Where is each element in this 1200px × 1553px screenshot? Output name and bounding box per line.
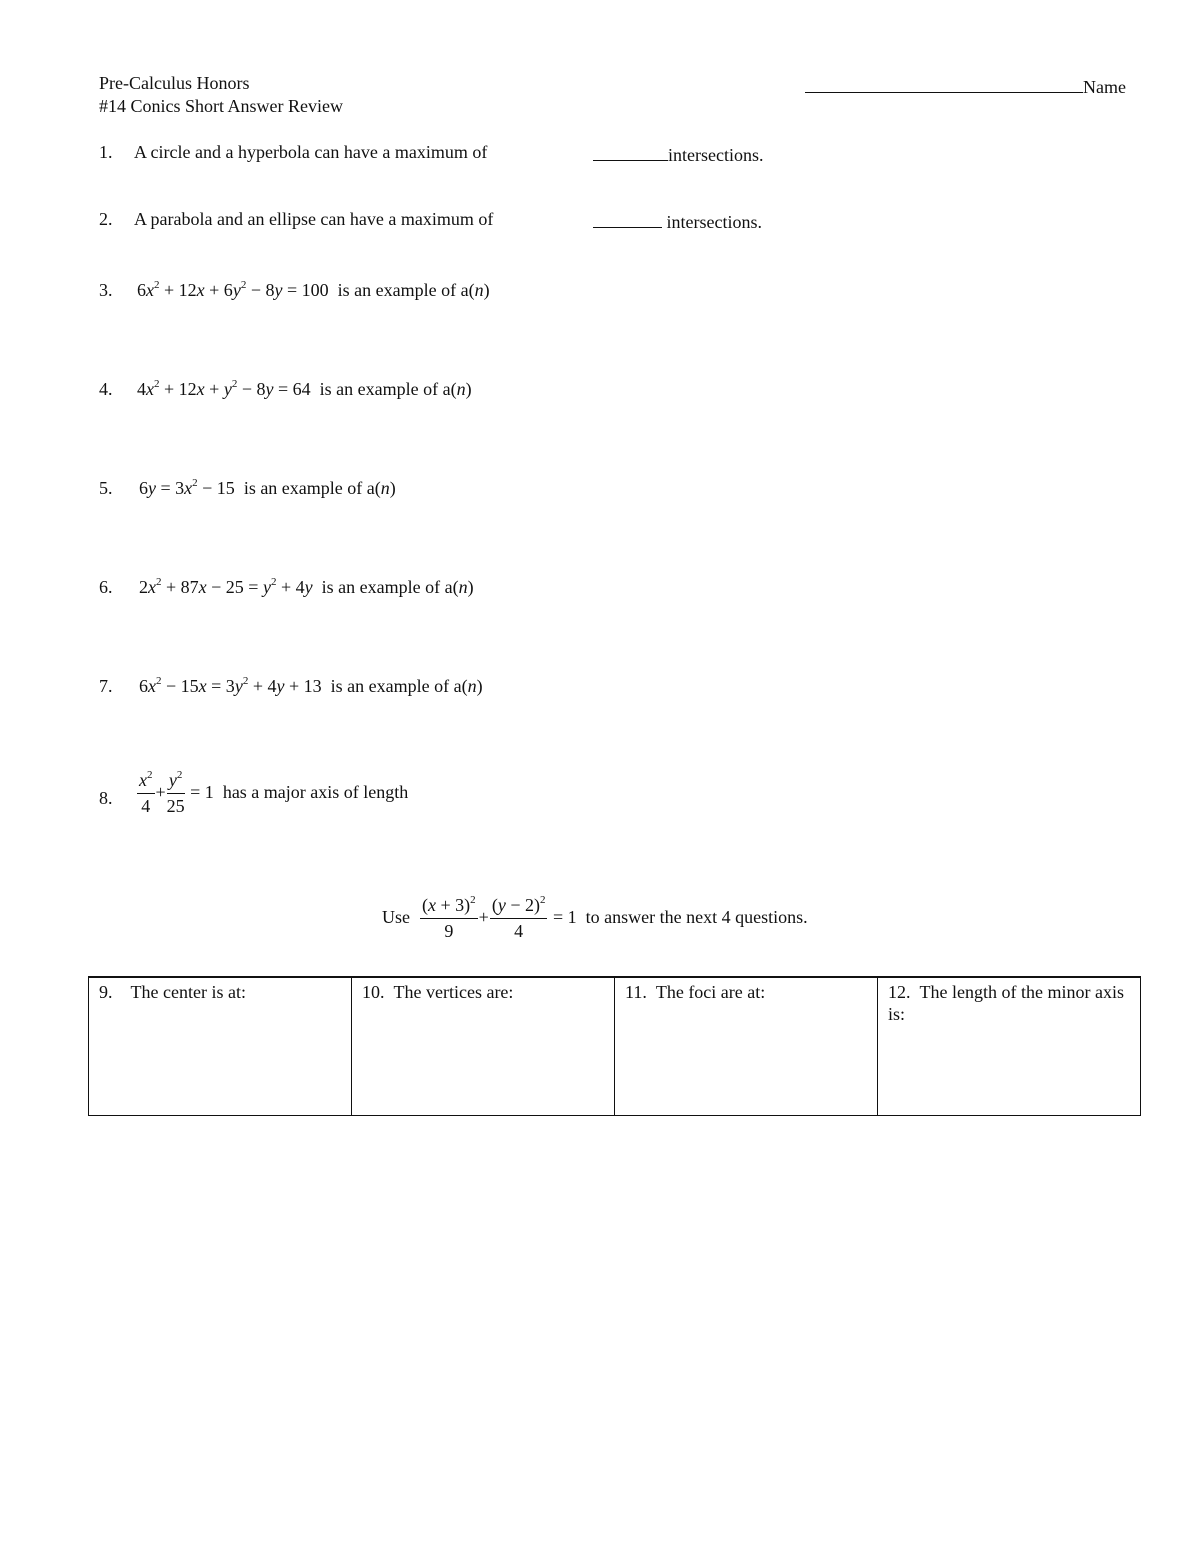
fraction-y-minus-2-squared-over-4: $\frac{(y - 2)^2}{4}$ [491,894,546,941]
use-suffix: to answer the next 4 questions. [585,906,808,927]
question-1-number: 1. [99,142,113,162]
cell-vertices-label: 10. The vertices are: [362,982,514,1002]
question-4-rest: is an example of a( [319,379,457,399]
cell-center-label: 9. The center is at: [99,982,246,1002]
fraction-x-squared-over-4: $\frac{x^2}{4}$ [139,769,153,816]
cell-center[interactable] [89,977,352,1116]
question-2-answer[interactable] [593,210,762,231]
cell-foci[interactable] [615,977,878,1116]
question-6-number: 6. [99,577,113,597]
question-2-number: 2. [99,209,113,229]
question-2-tail: intersections. [666,212,762,232]
question-4-number: 4. [99,379,113,399]
cell-foci-label: 11. The foci are at: [625,982,766,1002]
question-6-equation: $2x^2 + 87x - 25 = y^2 + 4y$ is an example of a(n) [139,576,474,597]
use-prefix: Use [382,906,410,927]
question-5-equation: $6y = 3x^2 - 15$ is an example of a(n) [139,477,396,498]
answer-blank[interactable] [593,143,668,161]
question-8-rest: has a major axis of length [222,781,409,802]
course-title: Pre-Calculus Honors [99,73,250,93]
question-1-answer[interactable] [593,143,763,164]
question-1-text: A circle and a hyperbola can have a maximum of [134,142,488,162]
fraction-x-plus-3-squared-over-9: $\frac{(x + 3)^2}{9}$ [422,894,476,941]
question-5-number: 5. [99,478,113,498]
name-field[interactable] [805,74,1126,96]
answer-table [88,976,1141,1116]
worksheet-title: #14 Conics Short Answer Review [99,96,343,116]
fraction-y-squared-over-25: $\frac{y^2}{25}$ [166,769,185,816]
question-8-equation: $\frac{x^2}{4}$ + $\frac{y^2}{25}$ = 1 has a major axis of length [139,769,409,816]
cell-vertices[interactable] [352,977,615,1116]
question-8-number: 8. [99,788,113,808]
question-5-rest: is an example of a( [243,478,381,498]
question-4-equation: $4x^2 + 12x + y^2 - 8y = 64$ is an example of a(n) [137,378,472,399]
name-blank[interactable] [805,74,1083,93]
cell-minor-axis[interactable] [878,977,1141,1116]
question-7-rest: is an example of a( [330,676,468,696]
question-6-rest: is an example of a( [321,577,459,597]
question-7-number: 7. [99,676,113,696]
question-3-number: 3. [99,280,113,300]
question-1-tail: intersections. [668,145,764,165]
cell-minor-axis-label: 12. The length of the minor axis is: [888,982,1124,1024]
use-equation-line: Use $\frac{(x + 3)^2}{9}$ + $\frac{(y - 2)^2}{4}$ = 1 to answer the next 4 questions. [382,894,808,941]
name-label: Name [1083,77,1126,97]
answer-blank[interactable] [593,210,662,228]
question-2-text: A parabola and an ellipse can have a maximum of [134,209,494,229]
question-3-equation: $6x^2 + 12x + 6y^2 - 8y = 100$ is an example of a(n) [137,279,490,300]
question-3-rest: is an example of a( [337,280,475,300]
table-row [89,977,1141,1116]
question-7-equation: $6x^2 - 15x = 3y^2 + 4y + 13$ is an example of a(n) [139,675,483,696]
